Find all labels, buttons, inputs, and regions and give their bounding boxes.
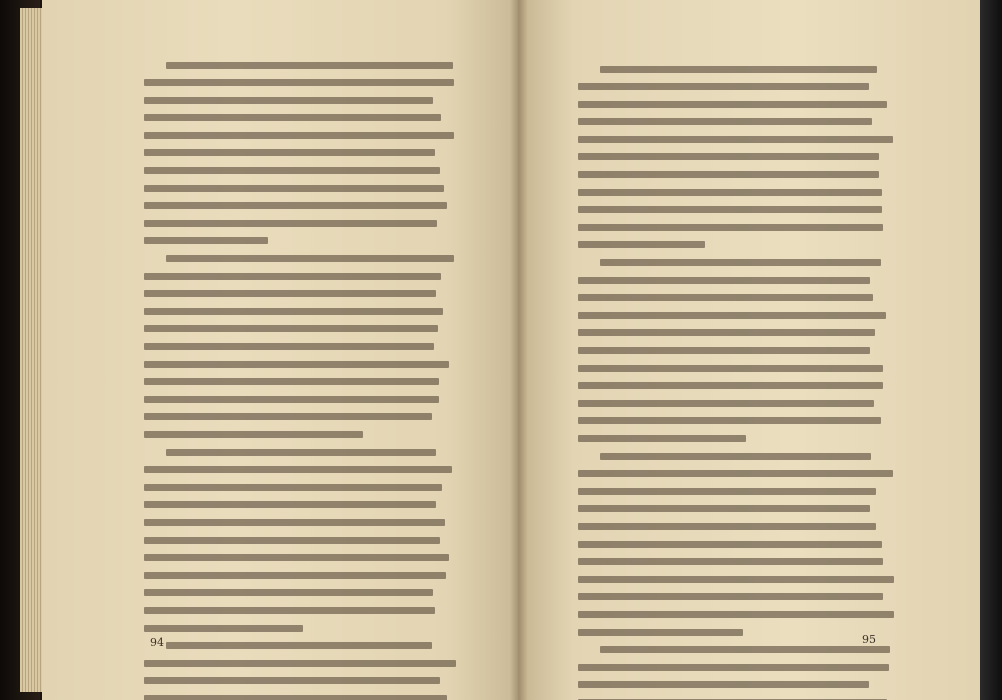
text-line-bar xyxy=(144,149,435,156)
text-line-bar xyxy=(578,241,705,248)
left-page xyxy=(42,0,518,700)
text-line-bar xyxy=(600,646,890,653)
text-line-placeholder xyxy=(578,470,894,484)
text-line-placeholder xyxy=(144,396,456,410)
text-line-bar xyxy=(144,660,456,667)
text-line-bar xyxy=(578,417,881,424)
text-line-bar xyxy=(578,488,876,495)
text-line-bar xyxy=(144,537,440,544)
text-line-bar xyxy=(144,290,436,297)
text-line-bar xyxy=(144,396,439,403)
text-line-placeholder xyxy=(144,431,456,445)
text-line-bar xyxy=(144,308,443,315)
text-line-placeholder xyxy=(144,625,456,639)
text-line-bar xyxy=(144,185,444,192)
text-line-bar xyxy=(578,470,893,477)
right-page-number: 95 xyxy=(862,633,876,646)
text-line-bar xyxy=(600,259,881,266)
text-line-placeholder xyxy=(578,382,894,396)
text-line-placeholder xyxy=(578,329,894,343)
text-line-placeholder xyxy=(578,664,894,678)
text-line-bar xyxy=(578,224,883,231)
text-line-bar xyxy=(578,83,869,90)
text-line-bar xyxy=(144,466,452,473)
text-line-placeholder xyxy=(144,343,456,357)
text-line-placeholder xyxy=(144,660,456,674)
text-line-placeholder xyxy=(578,576,894,590)
text-line-bar xyxy=(144,484,442,491)
text-line-placeholder xyxy=(578,488,894,502)
text-line-placeholder xyxy=(578,593,894,607)
text-line-bar xyxy=(578,365,883,372)
text-line-bar xyxy=(144,607,435,614)
text-line-placeholder xyxy=(144,185,456,199)
text-line-bar xyxy=(578,558,883,565)
text-line-bar xyxy=(144,202,447,209)
text-line-placeholder xyxy=(578,400,894,414)
text-line-bar xyxy=(144,114,441,121)
right-page xyxy=(518,0,980,700)
text-line-placeholder xyxy=(578,206,894,220)
text-line-placeholder xyxy=(144,677,456,691)
text-line-bar xyxy=(578,681,869,688)
text-line-bar xyxy=(144,625,303,632)
text-line-bar xyxy=(578,611,894,618)
text-line-bar xyxy=(578,629,743,636)
text-line-bar xyxy=(578,189,882,196)
text-line-placeholder xyxy=(144,484,456,498)
text-line-placeholder xyxy=(578,541,894,555)
text-line-placeholder xyxy=(144,378,456,392)
text-line-bar xyxy=(166,255,454,262)
text-line-bar xyxy=(144,413,432,420)
text-line-placeholder xyxy=(578,101,894,115)
text-line-placeholder xyxy=(144,361,456,375)
text-line-placeholder xyxy=(144,220,456,234)
text-line-placeholder xyxy=(144,308,456,322)
text-line-bar xyxy=(578,329,875,336)
text-line-placeholder xyxy=(144,273,456,287)
text-line-bar xyxy=(144,431,363,438)
text-line-placeholder xyxy=(578,241,894,255)
text-line-placeholder xyxy=(578,259,894,273)
text-line-bar xyxy=(578,118,872,125)
text-line-placeholder xyxy=(578,171,894,185)
text-line-placeholder xyxy=(144,413,456,427)
text-line-bar xyxy=(144,97,433,104)
text-line-placeholder xyxy=(578,347,894,361)
text-line-bar xyxy=(578,523,876,530)
text-line-bar xyxy=(578,312,886,319)
text-line-bar xyxy=(144,519,445,526)
text-line-bar xyxy=(144,695,447,700)
text-line-placeholder xyxy=(144,449,456,463)
text-line-placeholder xyxy=(144,607,456,621)
text-line-placeholder xyxy=(578,505,894,519)
text-line-placeholder xyxy=(144,202,456,216)
text-line-bar xyxy=(144,220,437,227)
text-line-placeholder xyxy=(578,312,894,326)
text-line-bar xyxy=(578,576,894,583)
text-line-bar xyxy=(144,79,454,86)
text-line-placeholder xyxy=(578,118,894,132)
text-line-placeholder xyxy=(144,325,456,339)
text-line-bar xyxy=(578,541,882,548)
text-line-placeholder xyxy=(578,523,894,537)
text-line-bar xyxy=(578,347,870,354)
text-line-bar xyxy=(144,501,436,508)
text-line-placeholder xyxy=(578,611,894,625)
text-line-bar xyxy=(144,325,438,332)
text-line-placeholder xyxy=(144,537,456,551)
right-page-text xyxy=(578,62,894,700)
text-line-bar xyxy=(578,277,870,284)
text-line-placeholder xyxy=(578,294,894,308)
text-line-placeholder xyxy=(144,97,456,111)
text-line-bar xyxy=(578,153,879,160)
text-line-bar xyxy=(144,677,440,684)
text-line-placeholder xyxy=(144,466,456,480)
text-line-placeholder xyxy=(578,224,894,238)
text-line-bar xyxy=(166,449,436,456)
text-line-placeholder xyxy=(144,572,456,586)
text-line-placeholder xyxy=(144,62,456,76)
text-line-bar xyxy=(578,664,889,671)
text-line-bar xyxy=(144,273,441,280)
text-line-bar xyxy=(578,400,874,407)
text-line-placeholder xyxy=(144,79,456,93)
text-line-bar xyxy=(578,294,873,301)
text-line-bar xyxy=(144,237,268,244)
text-line-bar xyxy=(144,361,449,368)
text-line-bar xyxy=(144,589,433,596)
left-page-text xyxy=(144,58,456,700)
text-line-bar xyxy=(578,505,870,512)
text-line-placeholder xyxy=(144,695,456,700)
text-line-placeholder xyxy=(578,189,894,203)
text-line-bar xyxy=(144,167,440,174)
book-gutter xyxy=(510,0,528,700)
text-line-bar xyxy=(578,101,887,108)
text-line-placeholder xyxy=(144,255,456,269)
text-line-bar xyxy=(144,554,449,561)
text-line-bar xyxy=(578,593,883,600)
text-line-placeholder xyxy=(578,417,894,431)
text-line-placeholder xyxy=(144,554,456,568)
text-line-bar xyxy=(600,66,877,73)
text-line-bar xyxy=(578,171,879,178)
text-line-placeholder xyxy=(144,149,456,163)
text-line-placeholder xyxy=(144,167,456,181)
text-line-placeholder xyxy=(144,519,456,533)
text-line-bar xyxy=(144,572,446,579)
text-line-bar xyxy=(578,382,883,389)
book-cover-right xyxy=(980,0,1002,700)
text-line-bar xyxy=(600,453,871,460)
text-line-placeholder xyxy=(578,153,894,167)
text-line-placeholder xyxy=(578,136,894,150)
left-page-number: 94 xyxy=(150,636,164,649)
text-line-placeholder xyxy=(144,589,456,603)
text-line-placeholder xyxy=(578,66,894,80)
text-line-bar xyxy=(578,206,882,213)
text-line-bar xyxy=(144,343,434,350)
text-line-bar xyxy=(578,435,746,442)
text-line-placeholder xyxy=(144,290,456,304)
text-line-placeholder xyxy=(144,114,456,128)
text-line-bar xyxy=(166,642,432,649)
text-line-placeholder xyxy=(578,453,894,467)
text-line-placeholder xyxy=(578,646,894,660)
text-line-placeholder xyxy=(144,237,456,251)
text-line-placeholder xyxy=(578,629,894,643)
text-line-placeholder xyxy=(144,501,456,515)
text-line-placeholder xyxy=(578,277,894,291)
text-line-placeholder xyxy=(578,365,894,379)
text-line-placeholder xyxy=(144,132,456,146)
text-line-placeholder xyxy=(578,681,894,695)
text-line-placeholder xyxy=(578,83,894,97)
text-line-bar xyxy=(144,378,439,385)
text-line-placeholder xyxy=(578,558,894,572)
text-line-bar xyxy=(166,62,453,69)
text-line-bar xyxy=(578,136,893,143)
text-line-placeholder xyxy=(144,642,456,656)
text-line-placeholder xyxy=(578,435,894,449)
text-line-bar xyxy=(144,132,454,139)
